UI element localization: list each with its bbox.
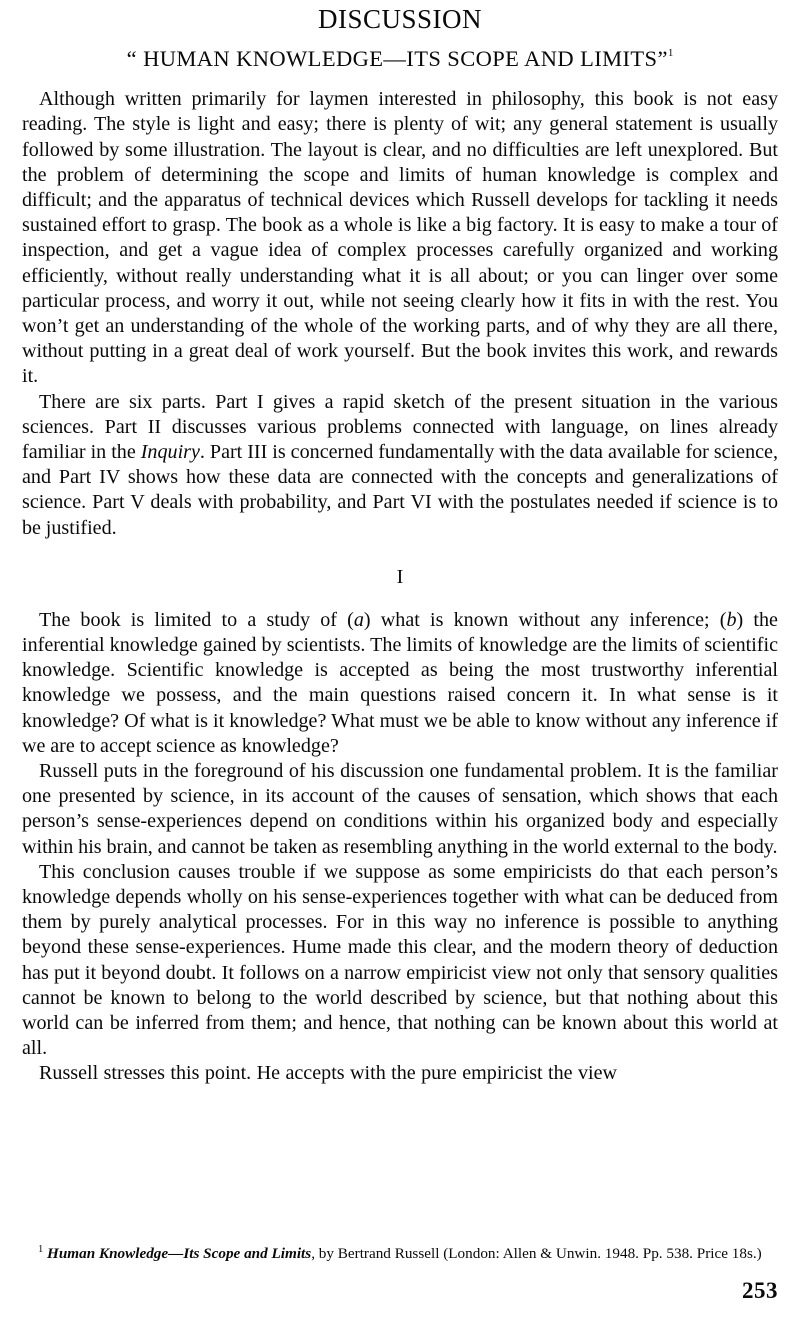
page-number: 253	[742, 1278, 778, 1303]
running-head: DISCUSSION	[317, 4, 483, 34]
footnote-book-title: Human Knowledge—Its Scope and Limits	[47, 1245, 312, 1262]
paragraph-2-text-a: There are six parts. Part I gives a rapid sketch of the present situation in the various sciences. Part II discusses various problems connected with language, on lines already familiar in the	[22, 390, 778, 463]
paragraph-3-text-b: ) what is known without any inference; (	[363, 608, 727, 631]
footnote	[22, 1240, 778, 1264]
section-number: I	[396, 565, 404, 588]
paragraph-1	[22, 87, 778, 389]
paragraph-3-text-c: ) the inferential knowledge gained by scientists. The limits of knowledge are the limits of scientific knowledge. Scientific knowledge is accepted as being the most trustworthy inferential knowledge we possess, and the main questions raised concern it. In what sense is it knowledge? Of what is it knowledge? What must we be able to know without any inference if we are to accept science as knowledge?	[22, 608, 778, 757]
paragraph-4	[22, 759, 778, 860]
paragraph-3	[22, 608, 778, 759]
article-title	[22, 47, 778, 72]
article-body	[22, 87, 778, 1087]
paragraph-5	[22, 860, 778, 1062]
book-title-inquiry: Inquiry	[140, 440, 200, 463]
enum-label-a: a	[353, 608, 364, 631]
paragraph-2	[22, 390, 778, 541]
enum-label-b: b	[726, 608, 737, 631]
paragraph-6	[22, 1061, 778, 1086]
article-title-footnote-marker: 1	[667, 47, 674, 60]
paragraph-3-text-a: The book is limited to a study of (	[39, 608, 354, 631]
paragraph-5-text: This conclusion causes trouble if we suppose as some empiricists do that each person’s knowledge depends wholly on his sense-experiences together with what can be deduced from them by purely analytical processes. For in this way no inference is possible to anything beyond these sense-experiences. Hume made this clear, and the modern theory of deduction has put it beyond doubt. It follows on a narrow empiricist view not only that sensory qualities cannot be known to belong to the world described by science, but that nothing about this world can be inferred from them; and hence, that nothing can be known about this world at all.	[22, 860, 778, 1060]
footnote-marker: 1	[38, 1244, 44, 1255]
paragraph-2-text-b: . Part III is concerned fundamentally with the data available for science, and Part IV shows how these data are connected with the concepts and generalizations of science. Part V deals with probability, and Part VI with the postulates needed if science is to be justified.	[22, 440, 779, 539]
document-page	[0, 2, 800, 1318]
paragraph-6-text: Russell stresses this point. He accepts with the pure empiricist the view	[39, 1062, 618, 1085]
footnote-citation-details: , by Bertrand Russell (London: Allen & Unwin. 1948. Pp. 538. Price 18s.)	[311, 1245, 762, 1262]
article-title-text: “ HUMAN KNOWLEDGE—ITS SCOPE AND LIMITS”	[126, 46, 668, 72]
paragraph-1-text: Although written primarily for laymen interested in philosophy, this book is not easy reading. The style is light and easy; there is plenty of wit; any general statement is usually followed by some illustration. The layout is clear, and no difficulties are left unexplored. But the problem of determining the scope and limits of human knowledge is complex and difficult; and the apparatus of technical devices which Russell develops for tackling it needs sustained effort to grasp. The book as a whole is like a big factory. It is easy to make a tour of inspection, and get a vague idea of complex processes carefully organized and working efficiently, without really understanding what it is all about; or you can linger over some particular process, and worry it out, while not seeing clearly how it fits in with the rest. You won’t get an understanding of the whole of the working parts, and of why they are all there, without putting in a great deal of work yourself. But the book invites this work, and rewards it.	[22, 88, 778, 388]
paragraph-4-text: Russell puts in the foreground of his discussion one fundamental problem. It is the familiar one presented by science, in its account of the causes of sensation, which shows that each person’s sense-experiences depend on conditions within his organized body and especially within his brain, and cannot be taken as resembling anything in the world external to the body.	[22, 759, 778, 858]
